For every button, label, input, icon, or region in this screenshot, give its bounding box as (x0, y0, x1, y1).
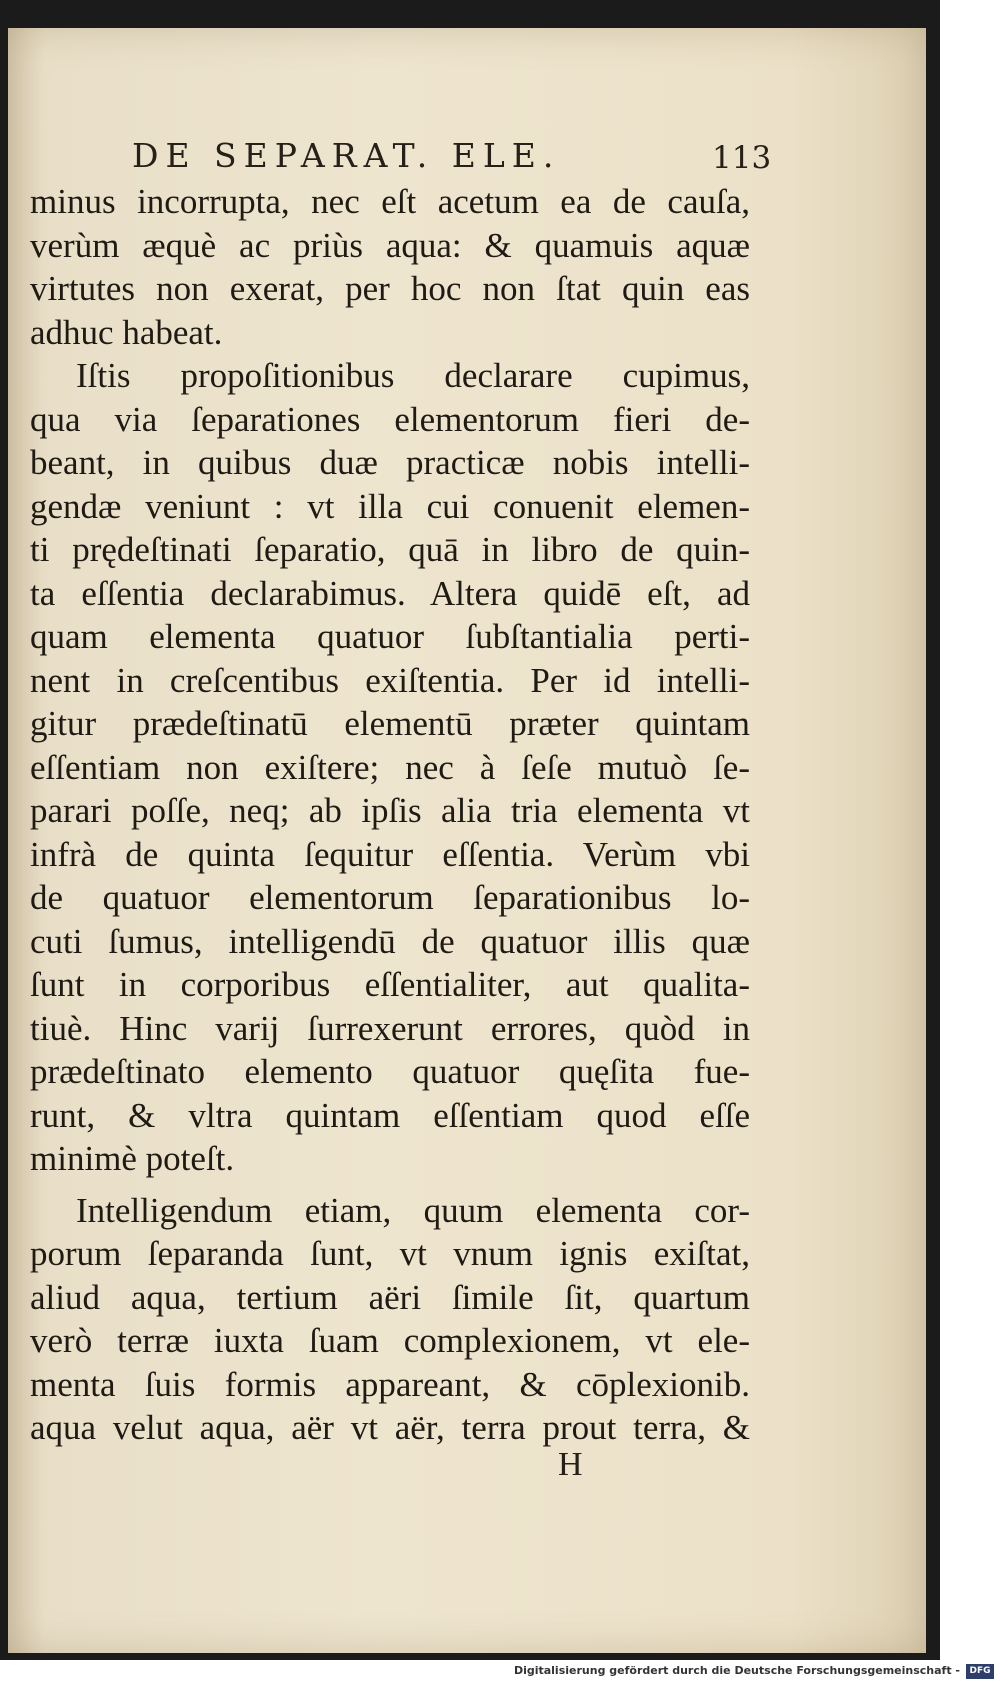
text-line: porum ſeparanda ſunt, vt vnum ignis exiſtat, (30, 1234, 750, 1273)
text-line: minimè poteſt. (30, 1139, 235, 1178)
text-line: runt, & vltra quintam eſſentiam quod eſſe (30, 1095, 750, 1135)
text-line: virtutes non exerat, per hoc non ſtat quin eas (30, 269, 750, 308)
text-line-paragraph-start: Intelligendum etiam, quum elementa cor- (76, 1190, 750, 1230)
text-line: gendæ veniunt : vt illa cui conuenit elemen- (30, 486, 750, 526)
text-line: aliud aqua, tertium aëri ſimile ſit, quartum (30, 1277, 750, 1317)
text-line: ti prędeſtinati ſeparatio, quā in libro de quin- (30, 530, 750, 569)
text-line: gitur prædeſtinatū elementū præter quintam (30, 704, 750, 743)
text-line: adhuc habeat. (30, 312, 223, 352)
dfg-logo: DFG (966, 1664, 994, 1679)
text-line: ſunt in corporibus eſſentialiter, aut qualita- (30, 965, 750, 1004)
text-line: aqua velut aqua, aër vt aër, terra prout terra, & (30, 1408, 750, 1447)
text-line: ta eſſentia declarabimus. Altera quidē eſt, ad (30, 573, 750, 613)
text-line: parari poſſe, neq; ab ipſis alia tria elementa vt (30, 791, 750, 830)
text-line: infrà de quinta ſequitur eſſentia. Verùm vbi (30, 834, 750, 874)
text-line: beant, in quibus duæ practicæ nobis intelli- (30, 443, 750, 482)
digitization-credit: Digitalisierung gefördert durch die Deutsche Forschungsgemeinschaft - (513, 1664, 960, 1677)
text-line: prædeſtinato elemento quatuor quęſita fue- (30, 1052, 750, 1091)
text-line: verò terræ iuxta ſuam complexionem, vt ele- (30, 1321, 750, 1360)
text-line: minus incorrupta, nec eſt acetum ea de cauſa, (30, 182, 750, 221)
text-line: cuti ſumus, intelligendū de quatuor illis quæ (30, 921, 750, 961)
running-head: DE SEPARAT. ELE. (132, 136, 561, 175)
book-page (8, 28, 926, 1653)
text-line: eſſentiam non exiſtere; nec à ſeſe mutuò ſe- (30, 747, 750, 787)
body-text (30, 180, 750, 1450)
signature-mark: H (558, 1446, 583, 1483)
text-line: nent in creſcentibus exiſtentia. Per id intelli- (30, 660, 750, 700)
text-line: tiuè. Hinc varij ſurrexerunt errores, quòd in (30, 1008, 750, 1048)
text-line: qua via ſeparationes elementorum fieri de- (30, 399, 750, 439)
text-line: menta ſuis formis appareant, & cōplexionib. (30, 1364, 750, 1404)
text-line: verùm æquè ac priùs aqua: & quamuis aquæ (30, 225, 750, 265)
paragraph-gap (30, 1181, 750, 1189)
text-line-paragraph-start: Iſtis propoſitionibus declarare cupimus, (76, 356, 750, 395)
text-line: quam elementa quatuor ſubſtantialia perti- (30, 617, 750, 656)
page-number: 113 (712, 140, 772, 176)
text-line: de quatuor elementorum ſeparationibus lo- (30, 878, 750, 917)
